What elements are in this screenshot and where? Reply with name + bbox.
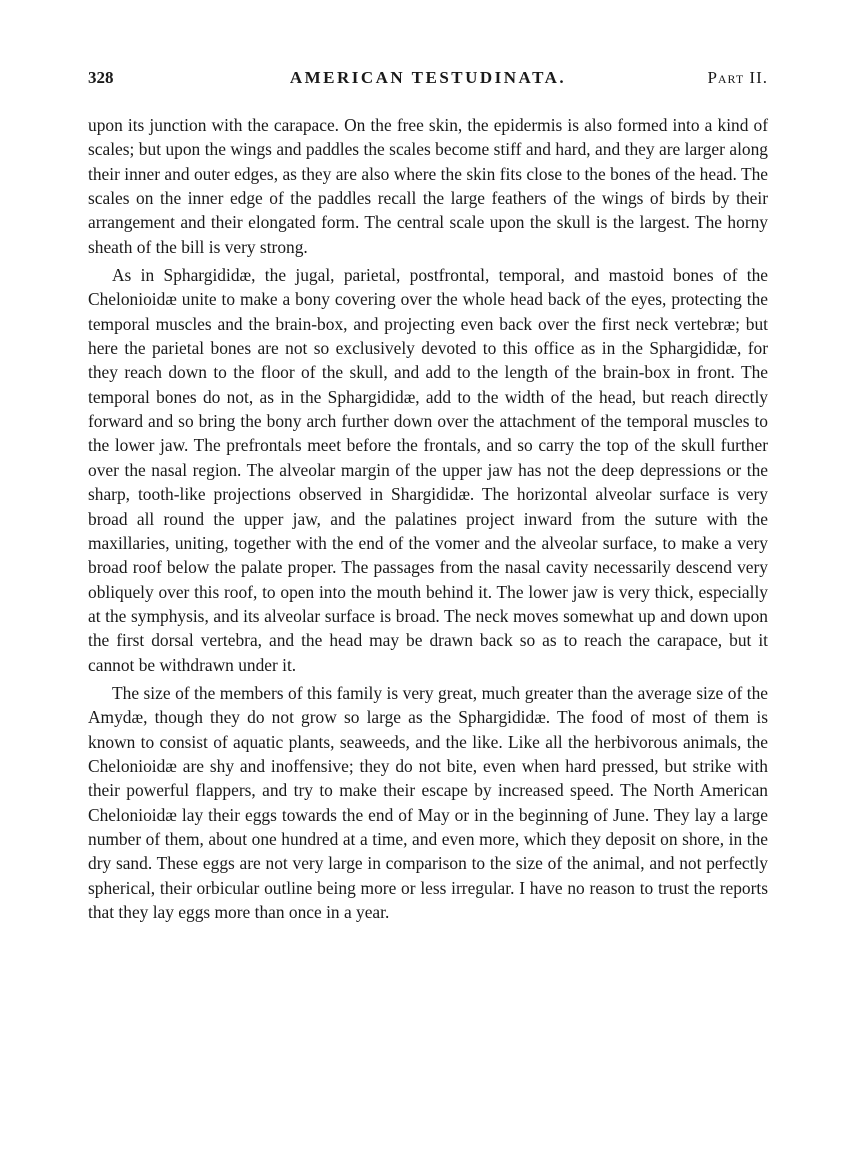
part-label: Part II. bbox=[707, 68, 768, 87]
running-title: AMERICAN TESTUDINATA. bbox=[289, 68, 567, 87]
paragraph-size-and-habits: The size of the members of this family is very great, much greater than the average size of the Amydæ, though they do not grow so large as the Sphargididæ. The food of most of them is known to consist of aquatic plants, seaweeds, and the like. Like all the herbivorous animals, the Chelonioidæ are shy and inoffensive; they do not bite, even when hard pressed, but strike with their powerful flappers, and try to make their escape by increased speed. The North American Chelonioidæ lay their eggs towards the end of May or in the beginning of June. They lay a large number of them, about one hundred at a time, and even more, which they deposit on shore, in the dry sand. These eggs are not very large in comparison to the size of the animal, and not perfectly spherical, their orbicular outline being more or less irregular. I have no reason to trust the reports that they lay eggs more than once in a year. bbox=[88, 682, 768, 922]
paragraph-skull-anatomy: As in Sphargididæ, the jugal, parietal, postfrontal, temporal, and mastoid bones of the Chelonioidæ unite to make a bony covering over the whole head back of the eyes, protecting the temporal muscles and the brain-box, and projecting even back over the first neck vertebræ; but here the parietal bones are not so exclusively devoted to this office as in the Sphargididæ, for they reach down to the floor of the skull, and add to the length of the brain-box in front. The temporal bones do not, as in the Sphargididæ, add to the width of the head, but reach directly forward and so bring the bony arch further down over the attachment of the temporal muscles to the lower jaw. The prefrontals meet before the frontals, and so carry the top of the skull further over the nasal region. The alveolar margin of the upper jaw has not the deep depressions or the sharp, tooth-like projections observed in Shargididæ. The horizontal alveolar surface is very broad all round the upper jaw, and the palatines project inward from the suture with the maxillaries, uniting, together with the end of the vomer and the alveolar surface, to make a very broad roof below the palate proper. The passages from the nasal cavity necessarily descend very obliquely over this roof, to open into the mouth behind it. The lower jaw is very thick, especially at the symphysis, and its alveolar surface is broad. The neck moves somewhat up and down upon the first dorsal vertebra, and the head may be drawn back so as to reach the carapace, but it cannot be withdrawn under it. bbox=[88, 265, 768, 675]
page-number: 328 bbox=[88, 68, 114, 87]
paragraph-continuation: upon its junction with the carapace. On the free skin, the epidermis is also formed into a kind of scales; but upon the wings and paddles the scales become stiff and hard, and they are larger along their inner and outer edges, as they are also where the skin fits close to the bones of the head. The scales on the inner edge of the paddles recall the large feathers of the wings of birds by their arrangement and their elongated form. The central scale upon the skull is the largest. The horny sheath of the bill is very strong. bbox=[88, 115, 768, 257]
running-head bbox=[88, 68, 768, 94]
body-text bbox=[88, 113, 768, 924]
